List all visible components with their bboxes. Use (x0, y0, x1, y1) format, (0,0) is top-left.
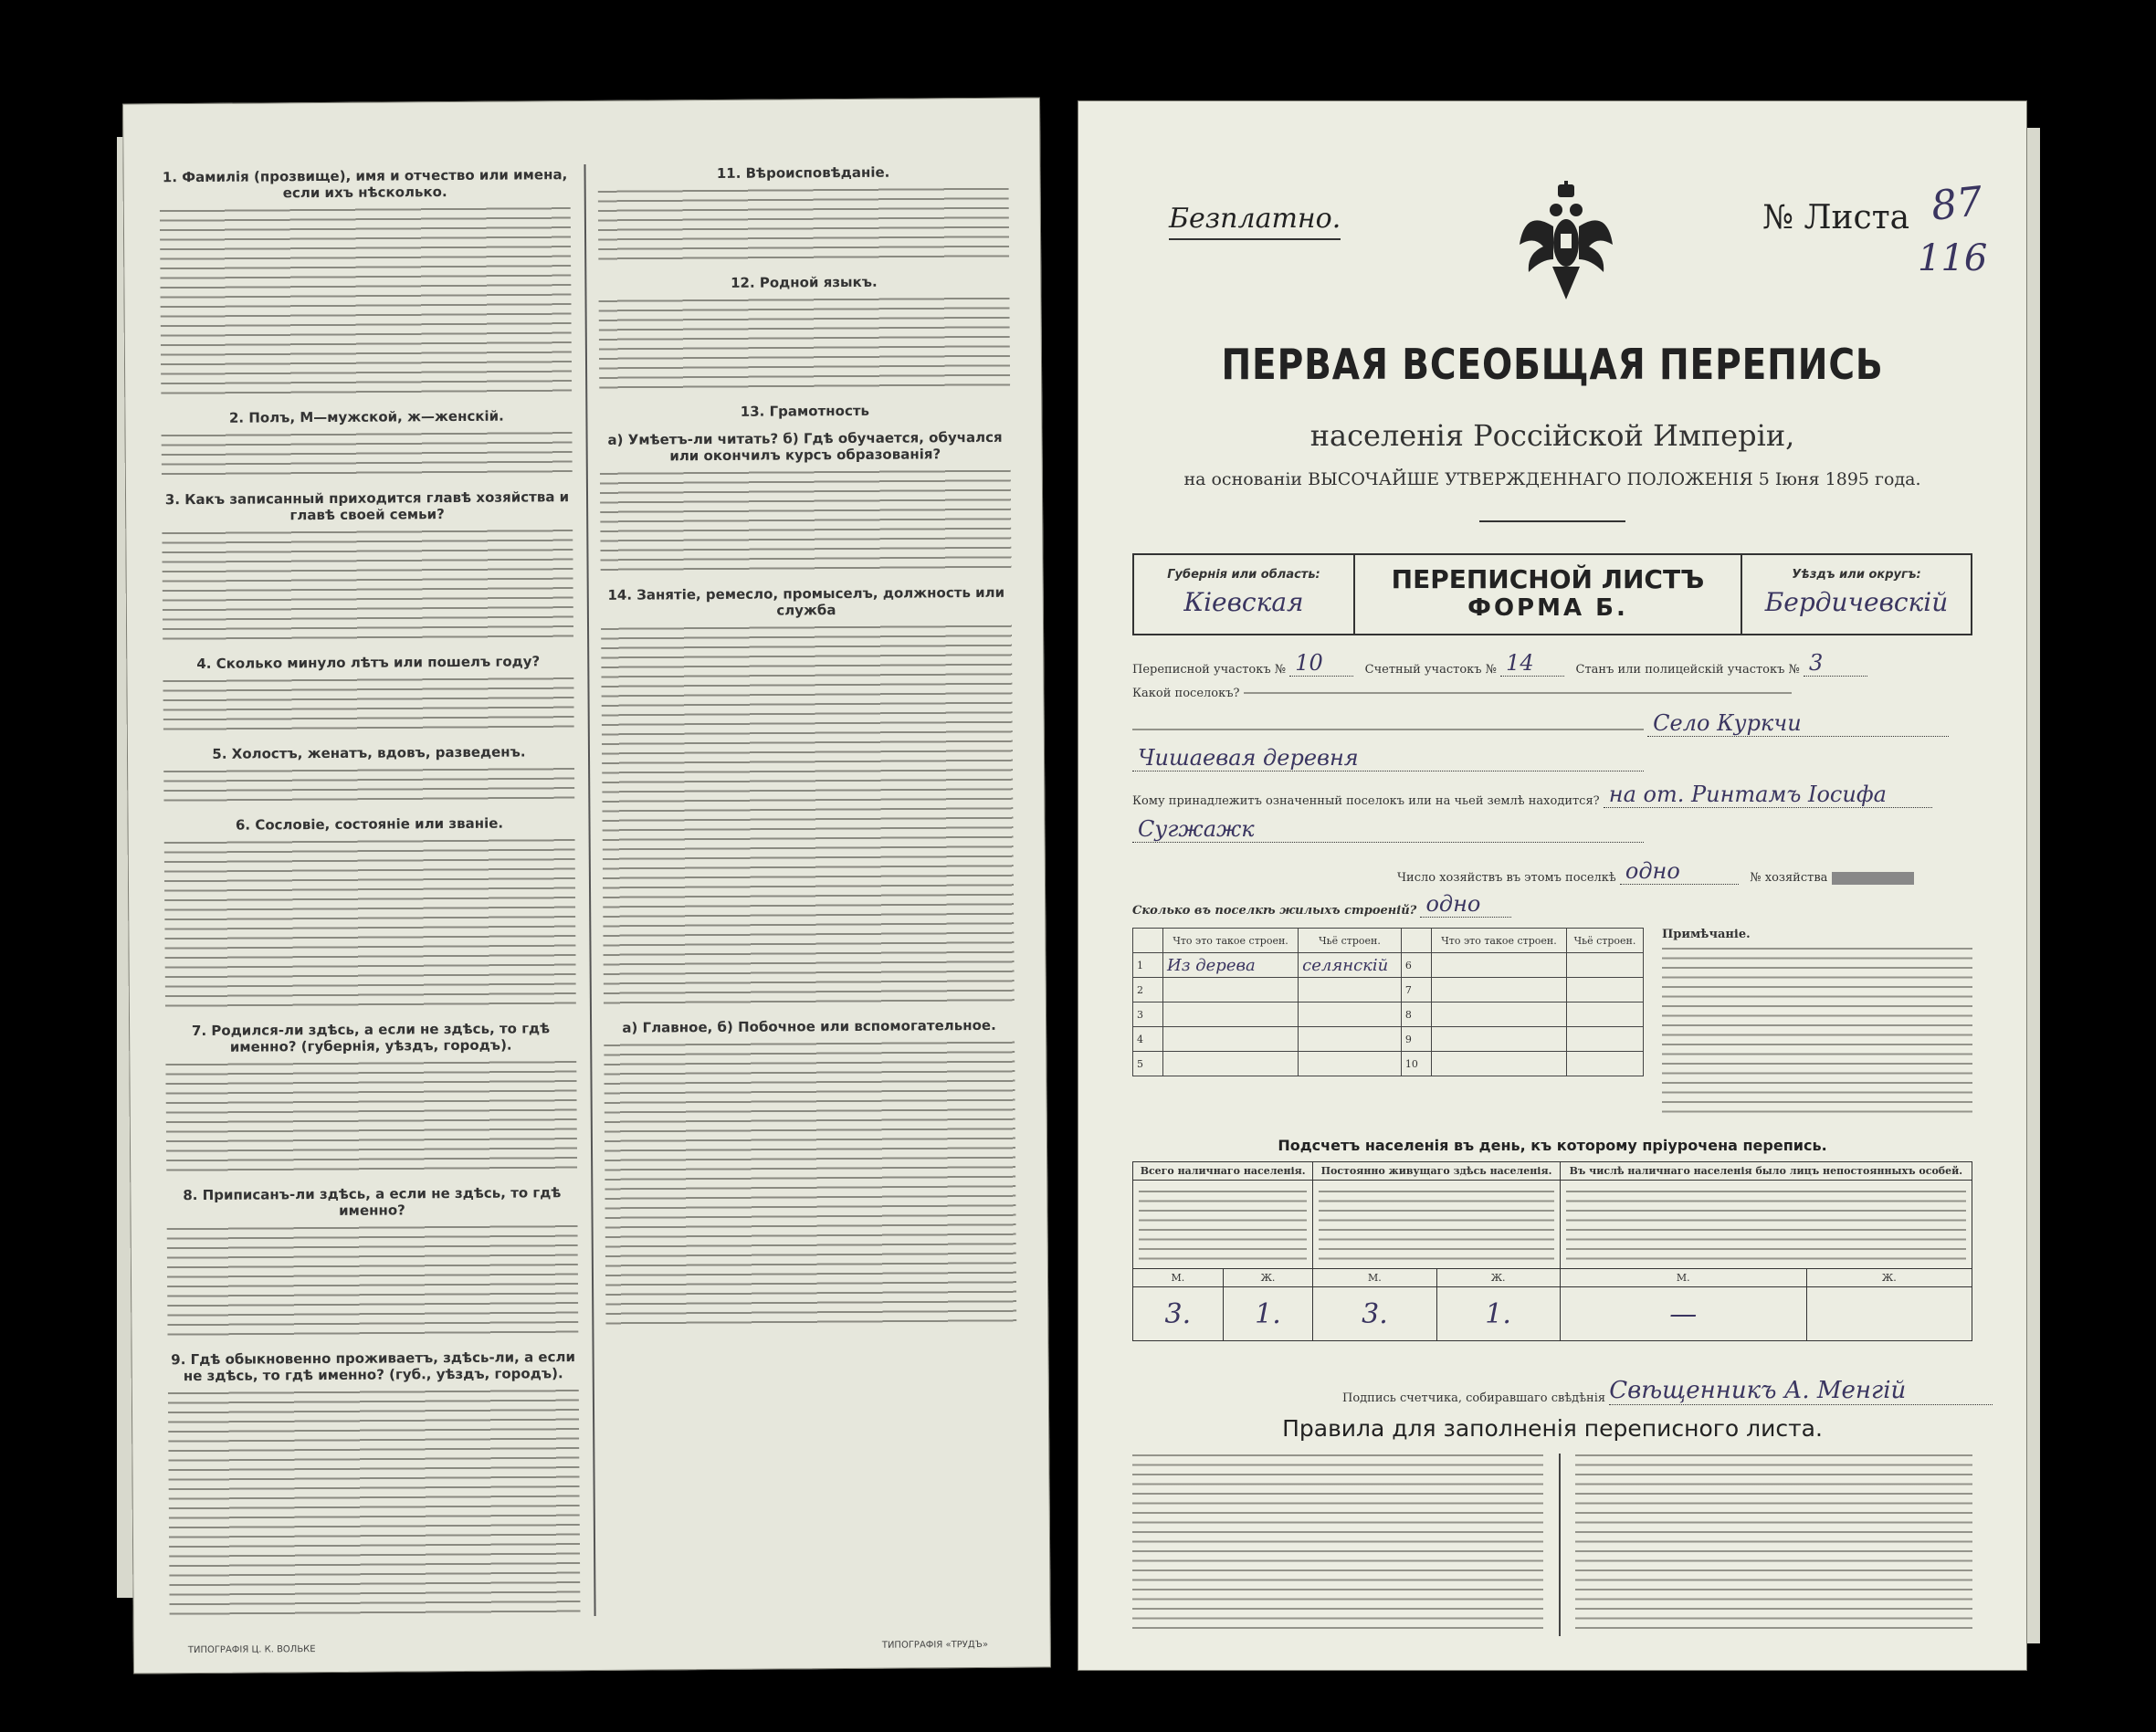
buildings-row (1132, 891, 1972, 918)
section-body-text (599, 295, 1011, 394)
buildings-table (1132, 928, 1644, 1076)
form-title (1362, 555, 1733, 622)
building-what-value: Из дерева (1163, 953, 1299, 978)
left-page (122, 98, 1051, 1674)
divider-rule (1479, 520, 1625, 522)
table-row (1133, 1002, 1644, 1027)
male-header: М. (1133, 1269, 1224, 1287)
list-number-handwritten: 87 (1929, 178, 1985, 230)
permanent-male-count: 3. (1313, 1287, 1436, 1341)
settlement-type-row (1132, 745, 1972, 772)
building-what-header-2: Что это такое строен. (1431, 929, 1566, 953)
female-header: Ж. (1436, 1269, 1560, 1287)
form-title-line1: ПЕРЕПИСНОЙ ЛИСТЪ (1391, 564, 1705, 594)
note-block (1662, 928, 1972, 1118)
row-number: 2 (1133, 978, 1163, 1002)
section-body-text (162, 429, 573, 480)
section-body-text (163, 765, 574, 806)
section-body-text (162, 527, 573, 645)
table-row (1133, 978, 1644, 1002)
police-station-value: 3 (1808, 650, 1824, 676)
count-section-value: 14 (1506, 650, 1534, 676)
free-label: Безплатно. (1169, 203, 1341, 235)
rules-title: Правила для заполненія переписного листа. (1282, 1415, 1823, 1442)
section-heading: 14. Занятіе, ремесло, промыселъ, должность или служба (607, 583, 1005, 619)
province-value: Кіевская (1183, 587, 1304, 617)
households-row (1132, 858, 1972, 885)
district-value: Бердичевскій (1764, 587, 1949, 617)
list-number-label: № Листа (1762, 199, 1910, 236)
settlement-label: Какой поселокъ? (1132, 687, 1240, 700)
form-title-line2: ФОРМА Б. (1467, 594, 1628, 622)
district-label: Уѣздъ или округъ: (1792, 568, 1921, 582)
temporary-instructions (1566, 1188, 1966, 1261)
table-row (1133, 1052, 1644, 1076)
section-heading: 3. Какъ записанный приходится главѣ хозяйства и главѣ своей семьи? (164, 488, 570, 523)
imperial-eagle-emblem (1516, 181, 1616, 309)
buildings-label: Сколько въ поселкѣ жилыхъ строеній? (1132, 904, 1417, 918)
section-body-text (600, 467, 1012, 576)
census-decree: на основаніи ВЫСОЧАЙШЕ УТВЕРЖДЕННАГО ПОЛОЖЕНІЯ 5 Іюня 1895 года. (1183, 469, 1921, 489)
rules-column-1 (1132, 1452, 1543, 1634)
row-number: 5 (1133, 1052, 1163, 1076)
census-title: ПЕРВАЯ ВСЕОБЩАЯ ПЕРЕПИСЬ (1221, 340, 1884, 389)
section-heading: 9. Гдѣ обыкновенно проживаетъ, здѣсь-ли, а если не здѣсь, то гдѣ именно? (губ., уѣздъ, городъ). (171, 1348, 576, 1384)
present-female-count: 1. (1223, 1287, 1313, 1341)
present-population-header: Всего наличнаго населенія. (1133, 1162, 1313, 1181)
male-header: М. (1560, 1269, 1806, 1287)
building-what-header: Что это такое строен. (1163, 929, 1299, 953)
table-corner-2 (1401, 929, 1431, 953)
row-number: 3 (1133, 1002, 1163, 1027)
signature-row (1342, 1377, 1993, 1405)
police-station-label: Станъ или полицейскій участокъ № (1575, 663, 1800, 677)
row-number: 9 (1401, 1027, 1431, 1052)
owner-cont-row (1132, 816, 1972, 843)
table-corner (1133, 929, 1163, 953)
households-label: Число хозяйствъ въ этомъ поселкѣ (1397, 871, 1616, 885)
census-subtitle: населенія Россійской Имперіи, (1309, 418, 1795, 453)
right-page (1078, 100, 2027, 1671)
document-spread (128, 100, 2027, 1671)
form-header-box (1132, 553, 1972, 635)
settlement-value-row (1132, 710, 1972, 737)
printer-footer-left: ТИПОГРАФІЯ Ц. К. ВОЛЬКЕ (187, 1644, 316, 1656)
note-label: Примѣчаніе. (1662, 928, 1751, 941)
buildings-value: одно (1425, 891, 1481, 917)
row-number: 1 (1133, 953, 1163, 978)
count-section-label: Счетный участокъ № (1364, 663, 1497, 677)
section-body-text (604, 1038, 1016, 1328)
female-header: Ж. (1806, 1269, 1972, 1287)
section-heading: а) Главное, б) Побочное или вспомогательное. (622, 1016, 996, 1036)
settlement-instructions-text (1244, 689, 1792, 698)
district-cell (1741, 555, 1971, 634)
left-column-2 (597, 152, 1018, 1616)
permanent-female-count: 1. (1436, 1287, 1560, 1341)
section-body-text (167, 1223, 579, 1340)
section-heading: 8. Приписанъ-ли здѣсь, а если не здѣсь, то гдѣ именно? (183, 1183, 562, 1219)
section-heading: 13. Грамотность (740, 402, 870, 420)
section-heading: 1. Фамилія (прозвище), имя и отчество или имена, если ихъ нѣсколько. (162, 166, 568, 202)
row-number: 7 (1401, 978, 1431, 1002)
row-number: 4 (1133, 1027, 1163, 1052)
permanent-population-header: Постоянно живущаго здѣсь населенія. (1313, 1162, 1560, 1181)
census-precinct-row (1132, 650, 1972, 677)
section-heading: 5. Холостъ, женатъ, вдовъ, разведенъ. (212, 742, 526, 762)
section-body-text (168, 1387, 581, 1620)
signature-label: Подпись счетчика, собиравшаго свѣдѣнія (1342, 1391, 1606, 1405)
building-whose-header: Чьё строен. (1299, 929, 1402, 953)
row-number: 10 (1401, 1052, 1431, 1076)
printer-footer-right: ТИПОГРАФІЯ «ТРУДЪ» (881, 1639, 989, 1651)
present-instructions (1139, 1188, 1307, 1261)
permanent-instructions (1319, 1188, 1553, 1261)
section-heading: 2. Полъ, М—мужской, ж—женскій. (228, 407, 504, 426)
table-row (1133, 1027, 1644, 1052)
owner-value-cont: Сугжажк (1138, 816, 1255, 842)
section-body-text (163, 675, 573, 735)
section-heading: 6. Сословіе, состояніе или званіе. (235, 814, 504, 834)
rules-divider (1559, 1454, 1561, 1636)
female-header: Ж. (1223, 1269, 1313, 1287)
section-body-text (164, 836, 576, 1012)
building-whose-header-2: Чьё строен. (1567, 929, 1644, 953)
settlement-value: Село Куркчи (1653, 710, 1802, 736)
section-heading: 11. Вѣроисповѣданіе. (716, 163, 890, 182)
section-heading: 12. Родной языкъ. (730, 273, 878, 291)
note-text (1662, 945, 1972, 1118)
section-heading: 4. Сколько минуло лѣтъ или пошелъ году? (196, 652, 541, 672)
male-header: М. (1313, 1269, 1436, 1287)
temporary-female-count (1806, 1287, 1972, 1341)
precinct-value: 10 (1295, 650, 1323, 676)
column-divider (584, 164, 595, 1616)
households-value: одно (1625, 858, 1680, 884)
population-count-title: Подсчетъ населенія въ день, къ которому пріурочена перепись. (1278, 1137, 1827, 1154)
row-number: 8 (1401, 1002, 1431, 1027)
owner-value: на от. Ринтамъ Іосифа (1608, 782, 1887, 807)
owner-label: Кому принадлежитъ означенный поселокъ или на чьей землѣ находится? (1132, 794, 1600, 808)
present-male-count: 3. (1133, 1287, 1224, 1341)
province-cell (1134, 555, 1355, 634)
owner-row (1132, 782, 1972, 808)
temporary-male-count: — (1560, 1287, 1806, 1341)
settlement-row (1132, 687, 1972, 700)
population-summary-table (1132, 1161, 1972, 1341)
section-body-text (165, 1058, 577, 1176)
table-row (1133, 953, 1644, 978)
household-number-label: № хозяйства (1750, 871, 1828, 885)
row-number: 6 (1401, 953, 1431, 978)
rules-column-2 (1575, 1452, 1972, 1634)
section-body-text (160, 205, 572, 399)
settlement-instructions-text-2 (1132, 726, 1644, 735)
building-whose-value: селянскій (1299, 953, 1402, 978)
temporary-population-header: Въ числѣ наличнаго населенія было лицъ непостоянныхъ особей. (1560, 1162, 1972, 1181)
section-body-text (601, 622, 1015, 1008)
settlement-type-value: Чишаевая деревня (1138, 745, 1359, 771)
section-heading: а) Умѣетъ-ли читать? б) Гдѣ обучается, обучался или окончилъ курсъ образованія? (607, 428, 1003, 465)
province-label: Губернія или область: (1167, 568, 1320, 582)
household-number-redacted (1832, 872, 1914, 885)
section-heading: 7. Родился-ли здѣсь, а если не здѣсь, то гдѣ именно? (губернія, уѣздъ, городъ). (191, 1019, 551, 1055)
section-body-text (598, 185, 1010, 265)
precinct-label: Переписной участокъ № (1132, 663, 1287, 677)
list-number-handwritten-2: 116 (1918, 237, 1988, 279)
left-column-1 (159, 155, 580, 1619)
signature-value: Свѣщенникъ А. Менгій (1609, 1377, 1907, 1404)
